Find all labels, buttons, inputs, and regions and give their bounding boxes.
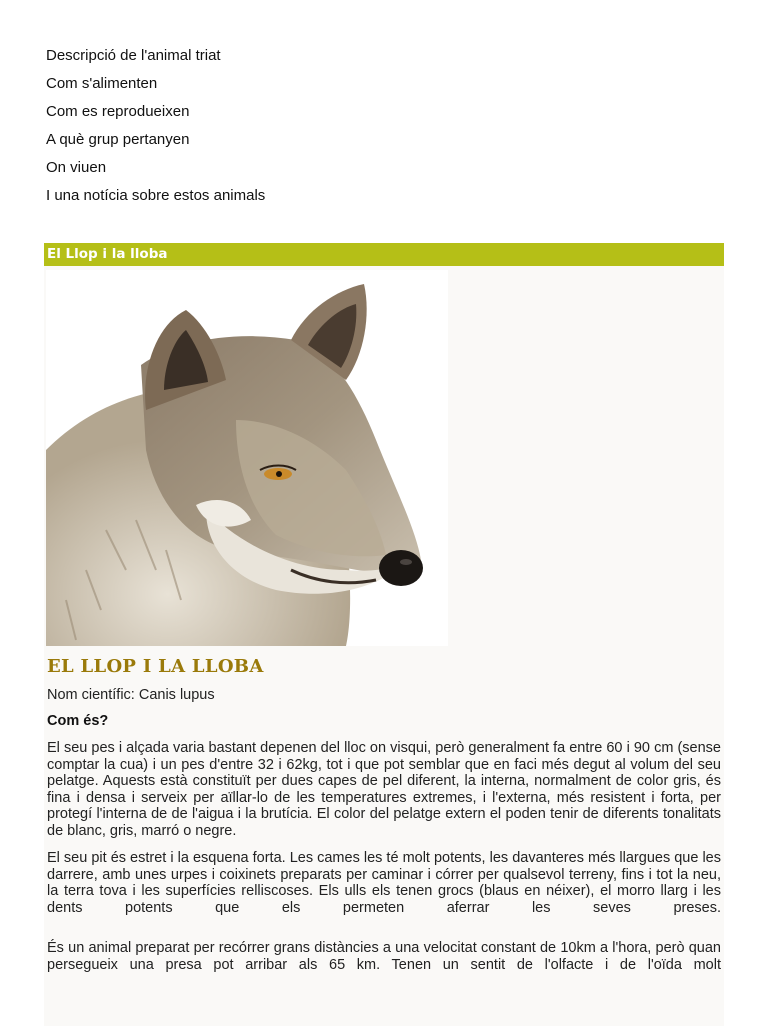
topic-item: Com es reprodueixen xyxy=(46,103,190,120)
topic-list xyxy=(46,42,265,210)
topic-item: Com s'alimenten xyxy=(46,75,158,92)
wolf-photo xyxy=(46,270,448,646)
topic-item: On viuen xyxy=(46,159,107,176)
paragraph: És un animal preparat per recórrer grans distàncies a una velocitat constant de 10km a l'hora, però quan persegueix una presa pot arribar als 65 km. Tenen un sentit de l'olfacte i de l'oïda molt xyxy=(47,940,721,973)
topic-item: I una notícia sobre estos animals xyxy=(46,187,266,204)
scientific-name: Nom científic: Canis lupus xyxy=(47,687,215,703)
article-panel xyxy=(44,266,724,1026)
paragraph: El seu pes i alçada varia bastant depenen del lloc on visqui, però generalment fa entre 60 i 90 cm (sense comptar la cua) i un pes d'entre 32 i 62kg, tot i que pot semblar que en faci més degut al volum del seu pelatge. Aquests està constituït per dues capes de pel diferent, la interna, normalment de color gris, és fina i densa i serveix per aïllar-lo de les temperatures extremes, i l'externa, més resistent i forta, per protegí l'interna de de l'aigua i la brutícia. El color del pelatge extern el poden tenir de diferents tonalitats de blanc, gris, marró o negre. xyxy=(47,740,721,839)
subheading: Com és? xyxy=(47,713,109,729)
topic-item: Descripció de l'animal triat xyxy=(46,47,221,64)
section-title-bar: El Llop i la lloba xyxy=(44,243,724,266)
paragraph: El seu pit és estret i la esquena forta. Les cames les té molt potents, les davanteres més llargues que les darrere, amb unes urpes i coixinets preparats per caminar i córrer per qualsevol terreny, fins i tot la neu, la terra tova i les superfícies relliscoses. Els ulls els tenen grocs (blaus en néixer), el morro llarg i les dents potents que els permeten aferrar les seves preses. xyxy=(47,850,721,916)
wolf-illustration xyxy=(46,270,448,646)
topic-item: A què grup pertanyen xyxy=(46,131,190,148)
article-heading: EL LLOP I LA LLOBA xyxy=(47,656,264,677)
